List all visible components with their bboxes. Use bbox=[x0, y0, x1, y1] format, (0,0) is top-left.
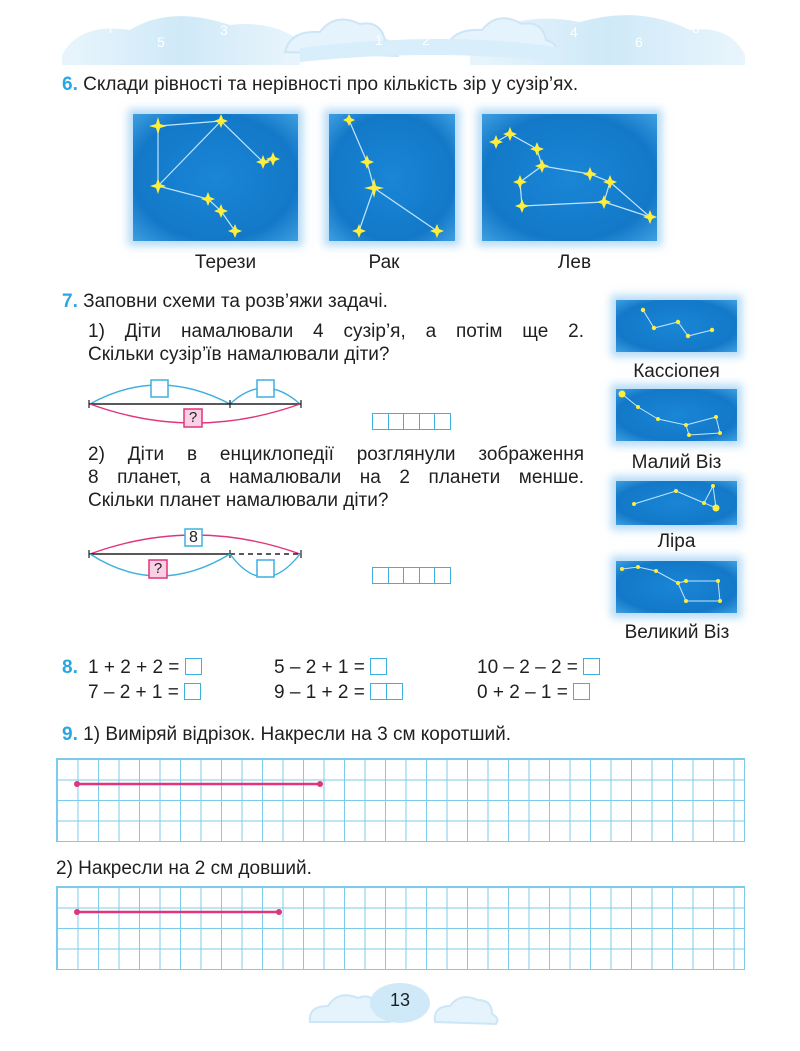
constellation-label: Лев bbox=[557, 252, 592, 273]
answer-boxes-2 bbox=[372, 567, 451, 587]
constellation-leo-image bbox=[482, 114, 657, 241]
task-text: Заповни схеми та розв’яжи задачі. bbox=[83, 291, 388, 312]
problem2-line: 2) Діти в енциклопедії розглянули зображення bbox=[88, 444, 584, 465]
answer-cell[interactable] bbox=[372, 567, 389, 584]
header-digit: 7 bbox=[107, 20, 115, 36]
header-digit: 5 bbox=[157, 34, 165, 50]
constellation-cassiopeia-image bbox=[616, 300, 737, 352]
unknown-mark: ? bbox=[188, 409, 198, 426]
side-constellation-label: Ліра bbox=[657, 531, 696, 552]
expression bbox=[477, 656, 600, 679]
header-band bbox=[0, 0, 800, 75]
task9-instruction bbox=[62, 723, 511, 746]
grid-area-2[interactable] bbox=[56, 886, 745, 970]
constellation-libra-image bbox=[133, 114, 298, 241]
measure-segment-1 bbox=[74, 776, 324, 786]
answer-cell[interactable] bbox=[419, 567, 436, 584]
task-text: Склади рівності та нерівності про кількість зір у сузір’ях. bbox=[83, 74, 579, 95]
constellation-label: Терези bbox=[194, 252, 257, 273]
expression bbox=[477, 681, 590, 704]
scheme-2 bbox=[86, 520, 306, 604]
header-digit: 2 bbox=[422, 32, 430, 48]
expression-text: 5 – 2 + 1 = bbox=[274, 657, 365, 678]
page-number: 13 bbox=[389, 990, 411, 1010]
answer-cell[interactable] bbox=[403, 413, 420, 430]
constellation-ursa-major-image bbox=[616, 561, 737, 613]
expression-text: 1 + 2 + 2 = bbox=[88, 657, 180, 678]
constellation-ursa-minor-image bbox=[616, 389, 737, 441]
unknown-mark: ? bbox=[153, 560, 163, 577]
task-number: 8. bbox=[62, 657, 78, 678]
task-number: 9. bbox=[62, 724, 78, 745]
answer-cell[interactable] bbox=[419, 413, 436, 430]
expression-text: 10 – 2 – 2 = bbox=[477, 657, 578, 678]
measure-segment-2 bbox=[74, 904, 284, 914]
expression bbox=[274, 681, 403, 704]
expression-text: 0 + 2 – 1 = bbox=[477, 682, 568, 703]
task7-instruction bbox=[62, 290, 388, 313]
problem1-line: Скільки сузір’їв намалювали діти? bbox=[88, 344, 390, 365]
problem2-line: 8 планет, а намалювали на 2 планети менше. bbox=[88, 467, 584, 488]
problem1-line: 1) Діти намалювали 4 сузір’я, а потім ще 2. bbox=[88, 321, 584, 342]
grid-area-1[interactable] bbox=[56, 758, 745, 842]
header-digit: 4 bbox=[570, 24, 578, 40]
constellation-lyra-image bbox=[616, 481, 737, 525]
scheme-1 bbox=[86, 372, 306, 438]
task6-instruction bbox=[62, 73, 578, 96]
answer-cell[interactable] bbox=[403, 567, 420, 584]
answer-cell[interactable] bbox=[370, 658, 387, 675]
answer-cell[interactable] bbox=[370, 683, 387, 700]
answer-cell[interactable] bbox=[185, 658, 202, 675]
answer-cell[interactable] bbox=[388, 567, 405, 584]
answer-cell[interactable] bbox=[184, 683, 201, 700]
expression-text: 7 – 2 + 1 = bbox=[88, 682, 179, 703]
known-value: 8 bbox=[189, 529, 198, 546]
side-constellation-label: Великий Віз bbox=[624, 622, 730, 643]
answer-cell[interactable] bbox=[434, 567, 451, 584]
task-number: 7. bbox=[62, 291, 78, 312]
header-digit: 3 bbox=[220, 22, 228, 38]
answer-boxes-1 bbox=[372, 413, 451, 433]
expression bbox=[274, 656, 387, 679]
problem2-line: Скільки планет намалювали діти? bbox=[88, 490, 389, 511]
task-text: 1) Виміряй відрізок. Накресли на 3 см коротший. bbox=[83, 724, 512, 745]
answer-cell[interactable] bbox=[434, 413, 451, 430]
cloud-decoration bbox=[0, 0, 800, 75]
header-digit: 0 bbox=[397, 16, 405, 32]
header-digit: 1 bbox=[375, 32, 383, 48]
constellation-cancer-image bbox=[329, 114, 455, 241]
answer-cell[interactable] bbox=[388, 413, 405, 430]
expression-text: 9 – 1 + 2 = bbox=[274, 682, 365, 703]
answer-cell[interactable] bbox=[372, 413, 389, 430]
task9-part2: 2) Накресли на 2 см довший. bbox=[56, 858, 312, 879]
expression bbox=[88, 656, 202, 679]
task-number: 6. bbox=[62, 74, 78, 95]
answer-cell[interactable] bbox=[583, 658, 600, 675]
constellation-label: Рак bbox=[368, 252, 400, 273]
header-digit: 6 bbox=[635, 34, 643, 50]
answer-cell[interactable] bbox=[573, 683, 590, 700]
header-digit: 8 bbox=[692, 20, 700, 36]
task8-number bbox=[62, 656, 78, 679]
answer-cell[interactable] bbox=[386, 683, 403, 700]
expression bbox=[88, 681, 201, 704]
side-constellation-label: Кассіопея bbox=[633, 361, 720, 382]
side-constellation-label: Малий Віз bbox=[631, 452, 722, 473]
